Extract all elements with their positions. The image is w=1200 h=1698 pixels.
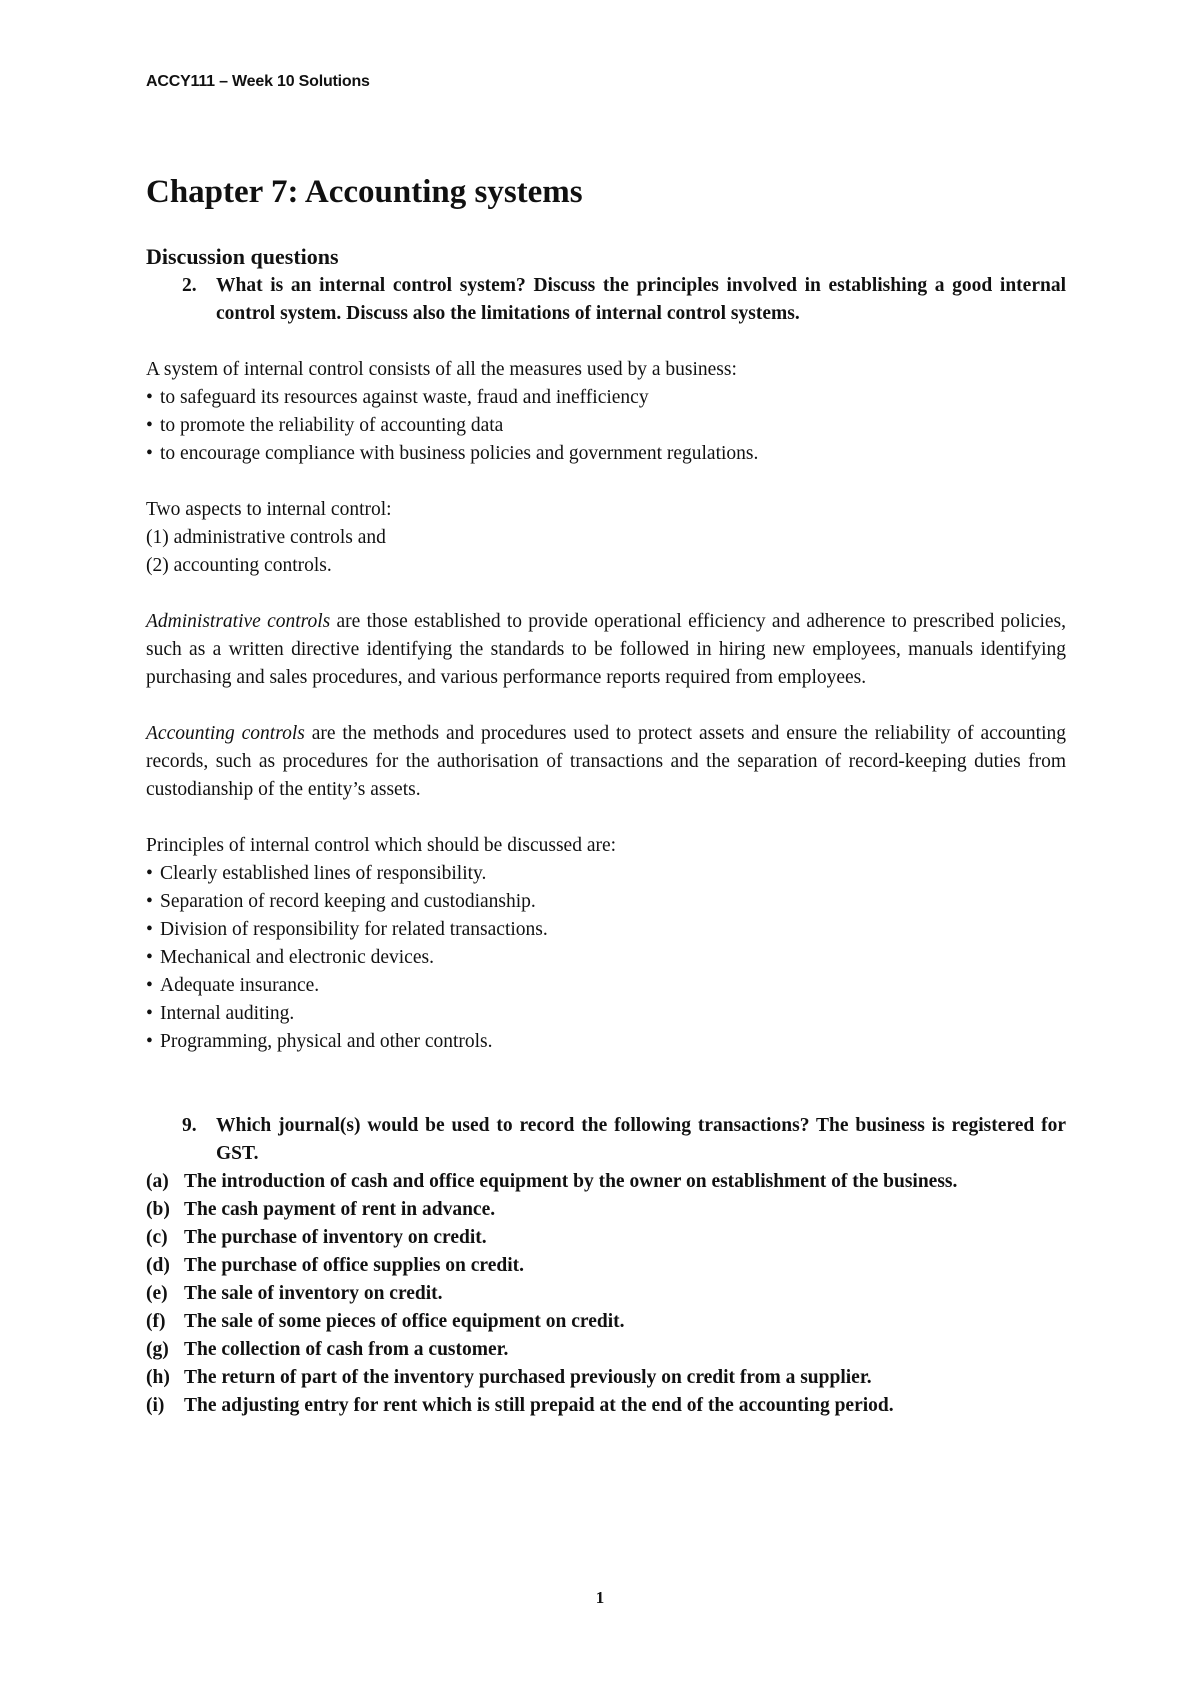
bullet-icon: • [146, 443, 153, 464]
intro-text: A system of internal control consists of all the measures used by a business: [146, 359, 737, 380]
transaction-item: (b) The cash payment of rent in advance. [146, 1199, 496, 1220]
list-item: • to encourage compliance with business policies and government regulations. [146, 440, 1066, 468]
list-item: • Adequate insurance. [146, 972, 1066, 1000]
list-item: • to promote the reliability of accounting data [146, 412, 1066, 440]
question-text: What is an internal control system? Discuss the principles involved in establishing a good internal control system. Discuss also the limitations of internal control systems. [216, 275, 1066, 324]
term: Accounting controls [146, 723, 305, 744]
bullet-icon: • [146, 415, 153, 436]
page-number: 1 [595, 1588, 605, 1607]
principles-title: Principles of internal control which should be discussed are: [146, 835, 617, 856]
bullet-icon: • [146, 975, 153, 996]
transaction-item: (e) The sale of inventory on credit. [146, 1283, 443, 1304]
accounting-controls-paragraph: Accounting controls are the methods and procedures used to protect assets and ensure the reliability of accounting records, such as procedures for the authorisation of transactions and the separation of record-keeping duties from custodianship of the entity’s assets. [146, 723, 1066, 800]
list-item: • Mechanical and electronic devices. [146, 944, 1066, 972]
list-item: • Separation of record keeping and custodianship. [146, 888, 1066, 916]
aspect-item: (2) accounting controls. [146, 555, 332, 576]
list-item: • Division of responsibility for related transactions. [146, 916, 1066, 944]
question-number: 2. [182, 275, 197, 296]
question-9 [146, 1112, 1066, 1168]
chapter-title: Chapter 7: Accounting systems [146, 174, 583, 210]
question-2 [146, 272, 1066, 328]
bullet-icon: • [146, 387, 153, 408]
aspect-item: (1) administrative controls and [146, 527, 386, 548]
section-title: Discussion questions [146, 244, 339, 269]
list-item: • Clearly established lines of responsibility. [146, 860, 1066, 888]
list-item: • Programming, physical and other controls. [146, 1028, 1066, 1056]
page-header: ACCY111 – Week 10 Solutions [146, 73, 370, 90]
transaction-item: (a) The introduction of cash and office equipment by the owner on establishment of the business. [146, 1171, 958, 1192]
list-item: • Internal auditing. [146, 1000, 1066, 1028]
intro-bullet-list [146, 384, 1066, 468]
page-content [146, 242, 1066, 1420]
transaction-item: (h) The return of part of the inventory purchased previously on credit from a supplier. [146, 1367, 872, 1388]
administrative-controls-paragraph: Administrative controls are those established to provide operational efficiency and adherence to prescribed policies, such as a written directive identifying the standards to be followed in hiring new employees, manuals identifying purchasing and sales procedures, and various performance reports required from employees. [146, 611, 1066, 688]
bullet-icon: • [146, 947, 153, 968]
transaction-item: (d) The purchase of office supplies on credit. [146, 1255, 524, 1276]
transaction-item: (c) The purchase of inventory on credit. [146, 1227, 487, 1248]
bullet-icon: • [146, 863, 153, 884]
principles-list [146, 860, 1066, 1056]
term: Administrative controls [146, 611, 331, 632]
bullet-icon: • [146, 1003, 153, 1024]
aspects-title: Two aspects to internal control: [146, 499, 392, 520]
list-item: • to safeguard its resources against waste, fraud and inefficiency [146, 384, 1066, 412]
bullet-icon: • [146, 919, 153, 940]
transaction-item: (g) The collection of cash from a customer. [146, 1339, 509, 1360]
transaction-item: (i) The adjusting entry for rent which is still prepaid at the end of the accounting period. [146, 1395, 894, 1416]
bullet-icon: • [146, 891, 153, 912]
bullet-icon: • [146, 1031, 153, 1052]
question-number: 9. [182, 1115, 197, 1136]
question-text: Which journal(s) would be used to record the following transactions? The business is registered for GST. [216, 1115, 1066, 1164]
transaction-item: (f) The sale of some pieces of office equipment on credit. [146, 1311, 625, 1332]
